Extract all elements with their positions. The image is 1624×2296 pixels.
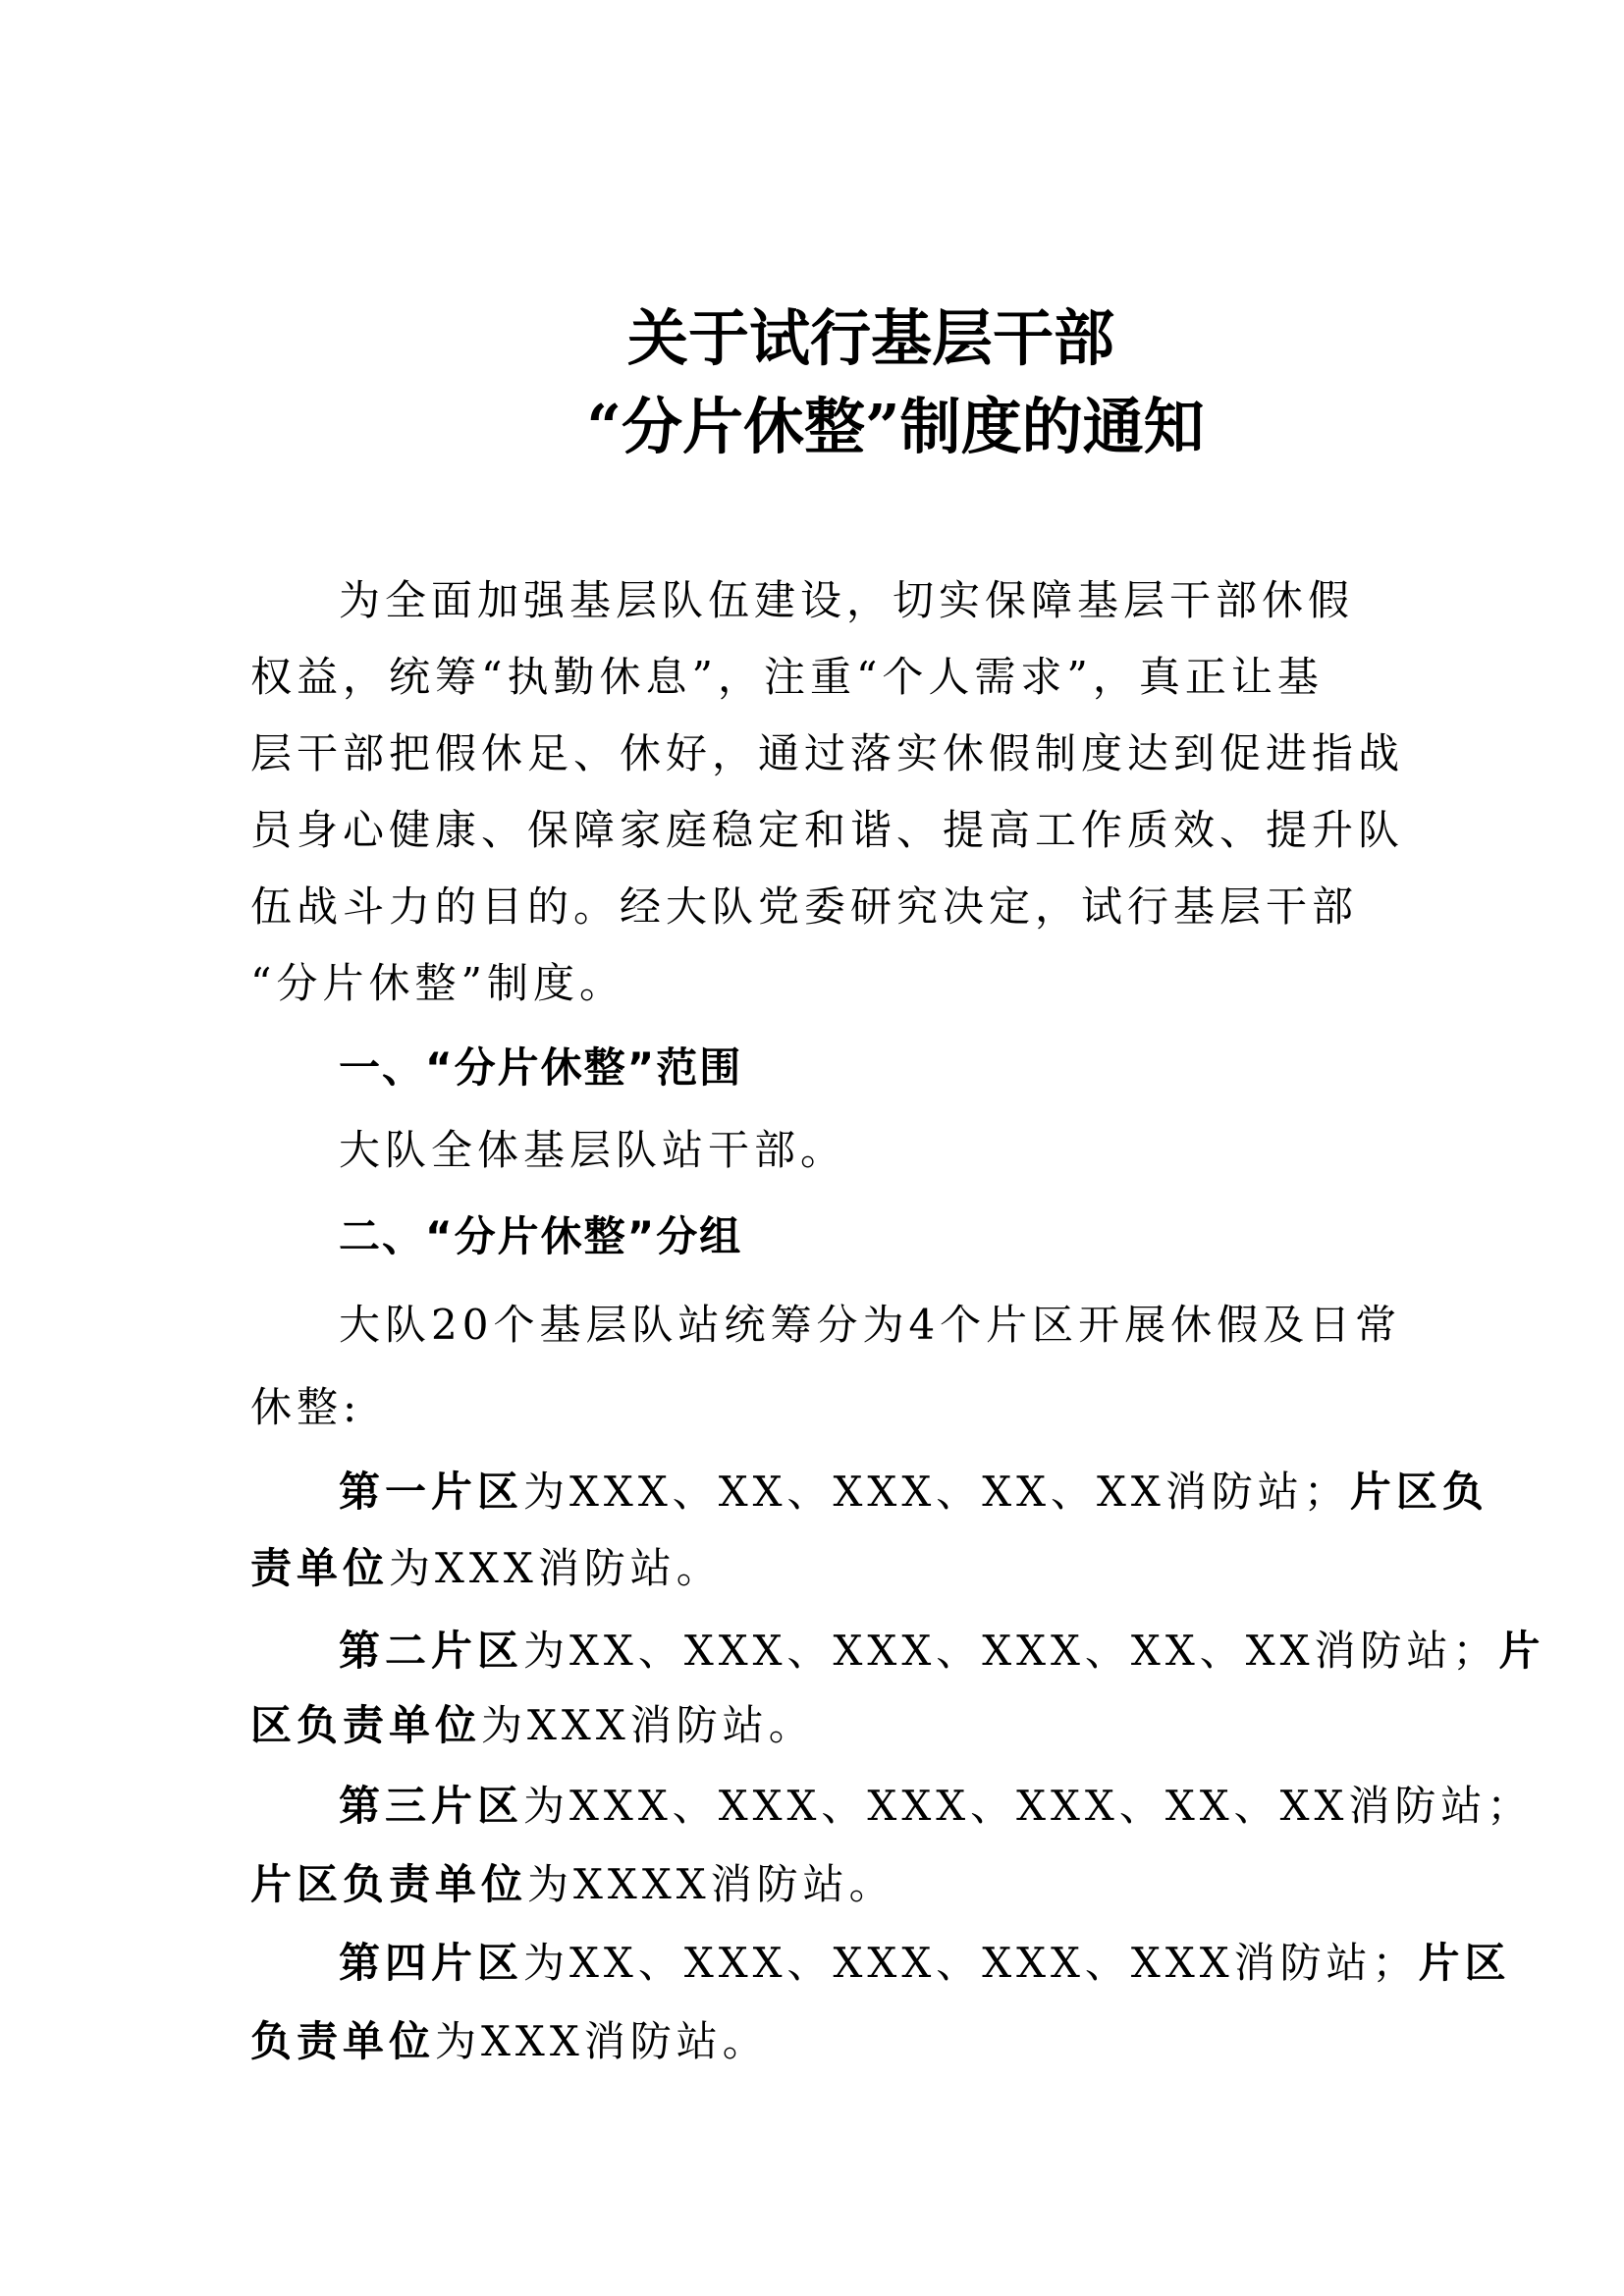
zone-3-lead-label-b: 片区负责单位 xyxy=(250,1860,528,1908)
section-1-text: 大队全体基层队站干部。 xyxy=(339,1126,847,1174)
zone-1-lead-station: 为XXX消防站。 xyxy=(389,1544,723,1592)
zone-2-lead-label-b: 区负责单位 xyxy=(250,1701,482,1749)
zone-3-label: 第三片区 xyxy=(339,1782,524,1830)
section-2-text-line-2: 休整: xyxy=(250,1383,362,1431)
intro-line-1: 为全面加强基层队伍建设，切实保障基层干部休假 xyxy=(339,576,1355,624)
zone-3-line-2 xyxy=(250,1855,895,1914)
zone-4-label: 第四片区 xyxy=(339,1939,524,1987)
zone-1-label: 第一片区 xyxy=(339,1468,524,1516)
document-title-line-2: “分片休整”制度的通知 xyxy=(586,391,1205,462)
zone-1-stations: 为XXX、XX、XXX、XX、XX消防站； xyxy=(523,1468,1350,1516)
zone-2-line-2 xyxy=(250,1696,815,1755)
zone-4-lead-label-a: 片区 xyxy=(1418,1939,1511,1987)
zone-2-lead-label-a: 片 xyxy=(1498,1627,1545,1675)
intro-line-6: “分片休整”制度。 xyxy=(250,959,625,1007)
zone-4-line-1 xyxy=(339,1934,1511,1993)
section-1-heading: 一、“分片休整”范围 xyxy=(339,1043,743,1092)
section-2-text-line-1: 大队20个基层队站统筹分为4个片区开展休假及日常 xyxy=(339,1301,1402,1349)
zone-2-line-1 xyxy=(339,1622,1545,1681)
zone-2-stations: 为XX、XXX、XXX、XXX、XX、XX消防站； xyxy=(523,1627,1499,1675)
intro-line-2: 权益，统筹“执勤休息”，注重“个人需求”，真正让基 xyxy=(250,653,1324,701)
zone-1-line-2 xyxy=(250,1539,723,1598)
intro-line-5: 伍战斗力的目的。经大队党委研究决定，试行基层干部 xyxy=(250,882,1359,931)
zone-4-stations: 为XX、XXX、XXX、XXX、XXX消防站； xyxy=(523,1939,1419,1987)
zone-4-lead-label-b: 负责单位 xyxy=(250,2017,436,2065)
zone-1-lead-label-a: 片区负 xyxy=(1349,1468,1489,1516)
zone-3-lead-station: 为XXXX消防站。 xyxy=(527,1860,895,1908)
zone-1-lead-label-b: 责单位 xyxy=(250,1544,390,1592)
zone-4-lead-station: 为XXX消防站。 xyxy=(435,2017,769,2065)
zone-2-label: 第二片区 xyxy=(339,1627,524,1675)
zone-2-lead-station: 为XXX消防站。 xyxy=(481,1701,815,1749)
zone-3-stations: 为XXX、XXX、XXX、XXX、XX、XX消防站； xyxy=(523,1782,1534,1830)
intro-line-3: 层干部把假休足、休好，通过落实休假制度达到促进指战 xyxy=(250,729,1405,777)
intro-line-4: 员身心健康、保障家庭稳定和谐、提高工作质效、提升队 xyxy=(250,806,1405,854)
section-2-heading: 二、“分片休整”分组 xyxy=(339,1212,743,1260)
zone-4-line-2 xyxy=(250,2012,769,2071)
zone-3-line-1 xyxy=(339,1777,1533,1836)
document-title-line-1: 关于试行基层干部 xyxy=(626,302,1114,374)
zone-1-line-1 xyxy=(339,1463,1489,1522)
